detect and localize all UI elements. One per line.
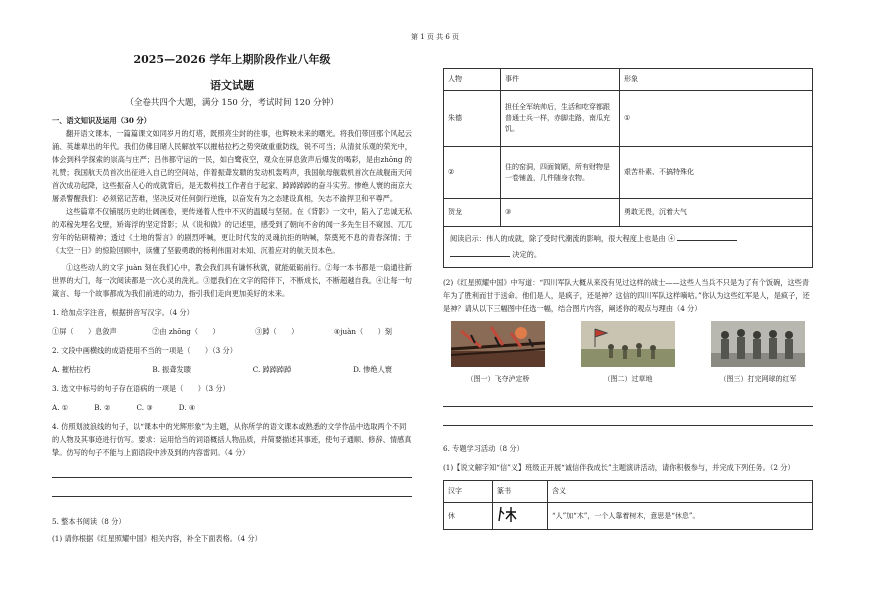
q3-option-d[interactable]: D. ④ — [178, 403, 196, 412]
table-cell: 勇敢无畏，沉着大气 — [620, 199, 813, 227]
question-6-1: (1)【说文解字知“信”义】班级正开展“诚信伴我成长”主题演讲活动，请你积极参与，并完成下列任务。（2 分） — [443, 463, 795, 472]
table-header: 含义 — [548, 481, 813, 503]
figure-3[interactable] — [703, 321, 813, 386]
table-header: 篆书 — [493, 481, 548, 503]
character-table — [443, 480, 813, 530]
q1-item[interactable]: ①屏（ ）息敛声 — [52, 327, 117, 336]
question-4: 4. 仿照划波浪线的句子，以“课本中的光辉形象”为主题，从你所学的语文课本或熟悉的文学作品中选取两个不同的人物及其事迹进行仿写。要求：运用恰当的词语概括人物品质，并简要描述其事迹，使句子通顺、修辞、情感真挚。仿写的句子不能与上面语段中涉及到的内容雷同。（4 分） — [52, 422, 412, 457]
answer-line[interactable] — [52, 482, 412, 497]
q2-option-c[interactable]: C. 踔踔踔踔 — [252, 365, 292, 374]
section-heading: 一、语文知识及运用（30 分） — [52, 116, 151, 125]
q1-item[interactable]: ③踔（ ） — [255, 327, 299, 336]
figure-caption: （图一）飞夺泸定桥 — [466, 375, 530, 383]
grassland-march-image — [581, 321, 675, 367]
table-header: 汉字 — [444, 481, 493, 503]
table-cell: 住的窑洞，四面简陋，所有财物是一卷铺盖，几件随身衣物。 — [501, 147, 620, 199]
figure-1[interactable] — [443, 321, 553, 386]
passage-paragraph-1: 翻开语文课本，一篇篇课文如同岁月的灯塔，既照亮尘封的往事，也辉映未来的曙光。将我们带回那个风起云涌、英雄辈出的年代。我们仿佛目睹人民解放军以摧枯拉朽之势突破重重防线，锐不可当；从清贫乐观的荣光中，体会到科学探索的崇高与庄严；吕伟都守运的一民，如白鹭夜空，观众在屏息敛声后爆发的喝彩，是由zhōng 的礼赞；我国航天员首次出征进入自己的空间站，伴着振聋发聩的发动机轰鸣声，我国航母舰载机首次在战舰南天问首次成功起降，这些振奋人心的成就背后，是无数科技工作者自于起家、踔踔踔踔的奋斗实劳。惨绝人寰的南京大屠杀警醒我们：必须铭记苦难，坚决反对任何倒行逆施，以奋发有为之态建设真相，矢志不渝捍卫和平尊严。 — [52, 129, 412, 203]
reading-insight — [443, 227, 813, 268]
figure-table — [443, 68, 813, 227]
picture-row — [443, 321, 813, 386]
answer-line[interactable] — [443, 392, 813, 407]
table-header: 人物 — [444, 69, 501, 91]
blank-line[interactable] — [677, 240, 737, 241]
question-1-items — [52, 325, 412, 338]
table-cell[interactable]: ① — [620, 91, 813, 147]
table-cell[interactable]: ② — [444, 147, 501, 199]
q2-option-d[interactable]: D. 惨绝人寰 — [353, 365, 392, 374]
exam-title: 2025—2026 学年上期阶段作业八年级 — [133, 53, 331, 66]
red-army-photo-image — [711, 321, 805, 367]
q2-option-b[interactable]: B. 振聋发聩 — [152, 365, 191, 374]
insight-text: 决定的。 — [512, 250, 542, 259]
q1-item[interactable]: ④juàn（ ）刻 — [333, 327, 392, 336]
q2-option-a[interactable]: A. 摧枯拉朽 — [52, 365, 91, 374]
table-cell: “人”加“木”，一个人靠着树木，意思是“休息”。 — [548, 503, 813, 530]
q3-option-c[interactable]: C. ③ — [136, 403, 153, 412]
question-2-options — [52, 363, 412, 376]
table-cell: 贺龙 — [444, 199, 501, 227]
right-column — [443, 68, 813, 530]
seal-script-glyph-icon — [497, 505, 519, 523]
figure-caption: （图三）打完网球的红军 — [719, 375, 797, 383]
table-header: 事件 — [501, 69, 620, 91]
question-2: 2. 文段中画横线的成语使用不当的一项是（ ）（3 分） — [52, 346, 237, 355]
insight-text: 阅读启示：伟人的成就，除了受时代潮流的影响，很大程度上也是由 ④ — [450, 234, 676, 243]
passage-paragraph-3: ①这些动人的文字 juàn 刻在我们心中，教会我们具有谦怀秋就，就能砥砺前行。②每一本书都是一扇通往新世界的大门，每一次阅读都是一次心灵的洗礼。③愿我们在文字的陪伴下，不断成长，不断超越自我。④让每一句箴言、每一个故事都成为我们前进的动力，指引我们走向更加美好的未来。 — [52, 263, 412, 298]
question-3-options — [52, 401, 412, 414]
table-cell: 担任全军统帅后，生活和吃穿都跟普通士兵一样，赤脚走路，南瓜充饥。 — [501, 91, 620, 147]
seal-script-cell — [493, 503, 548, 530]
page-header: 第 1 页 共 6 页 — [410, 33, 460, 41]
passage-paragraph-2: 这些篇章不仅铺展历史的壮阔画卷，更传递着人性中不灭的温暖与坚韧。在《背影》一文中，陷入了忠诚无私的邓稼先埋名戈壁，矫诲浮的坚定背影；从《说和做》的记述里，感受到了朝向不舍的闻一多先生目不窥园、兀兀穷年的钻研精神；透过《土地的誓言》的剧烈呼喊，更让时代发的灵魂抗拒的呐喊，祭奠死不息的青春深情；于《太空一日》的惊险回顾中，读懂了坚毅勇敢的杨利伟面对未知、沉着应对的航天员本色。 — [52, 207, 412, 255]
figure-2[interactable] — [573, 321, 683, 386]
table-header: 形象 — [620, 69, 813, 91]
answer-line[interactable] — [443, 411, 813, 426]
table-cell: 艰苦朴素、不搞特殊化 — [620, 147, 813, 199]
answer-line[interactable] — [52, 463, 412, 478]
question-5: 5. 整本书阅读（8 分） — [52, 517, 126, 526]
table-row — [444, 147, 813, 199]
table-cell[interactable]: ③ — [501, 199, 620, 227]
q1-item[interactable]: ②由 zhōng（ ） — [152, 327, 220, 336]
table-cell: 休 — [444, 503, 493, 530]
table-cell: 朱德 — [444, 91, 501, 147]
table-row — [444, 199, 813, 227]
question-5-2: (2)《红星照耀中国》中写道：“四川军队大概从来没有见过这样的战士——这些人当兵不只是为了有个饭碗，这些青年为了胜利而甘于送命。他们是人，是疯子，还是神？这信的四川军队这样嘀咕。”你认为这些红军是人，是疯子，还是神？请从以下三幅图中任选一幅，结合图片内容，阐述你的观点与理由（4 分） — [443, 278, 810, 313]
exam-info: （全卷共四个大题，满分 150 分，考试时间 120 分钟） — [125, 98, 339, 108]
question-6: 6. 专题学习活动（8 分） — [443, 444, 524, 453]
figure-caption: （图二）过草地 — [603, 375, 653, 383]
q3-option-a[interactable]: A. ① — [52, 403, 69, 412]
left-column — [52, 50, 412, 545]
table-row — [444, 503, 813, 530]
question-5-1: (1) 请你根据《红星照耀中国》相关内容，补全下面表格。（4 分） — [52, 534, 262, 543]
question-3: 3. 选文中标号的句子存在语病的一项是（ ）（3 分） — [52, 384, 230, 393]
q3-option-b[interactable]: B. ② — [94, 403, 111, 412]
question-1: 1. 给加点字注音，根据拼音写汉字。（4 分） — [52, 308, 194, 317]
subject-title: 语文试题 — [210, 79, 254, 92]
bridge-battle-image — [451, 321, 545, 367]
table-row — [444, 91, 813, 147]
blank-line[interactable] — [450, 256, 510, 257]
